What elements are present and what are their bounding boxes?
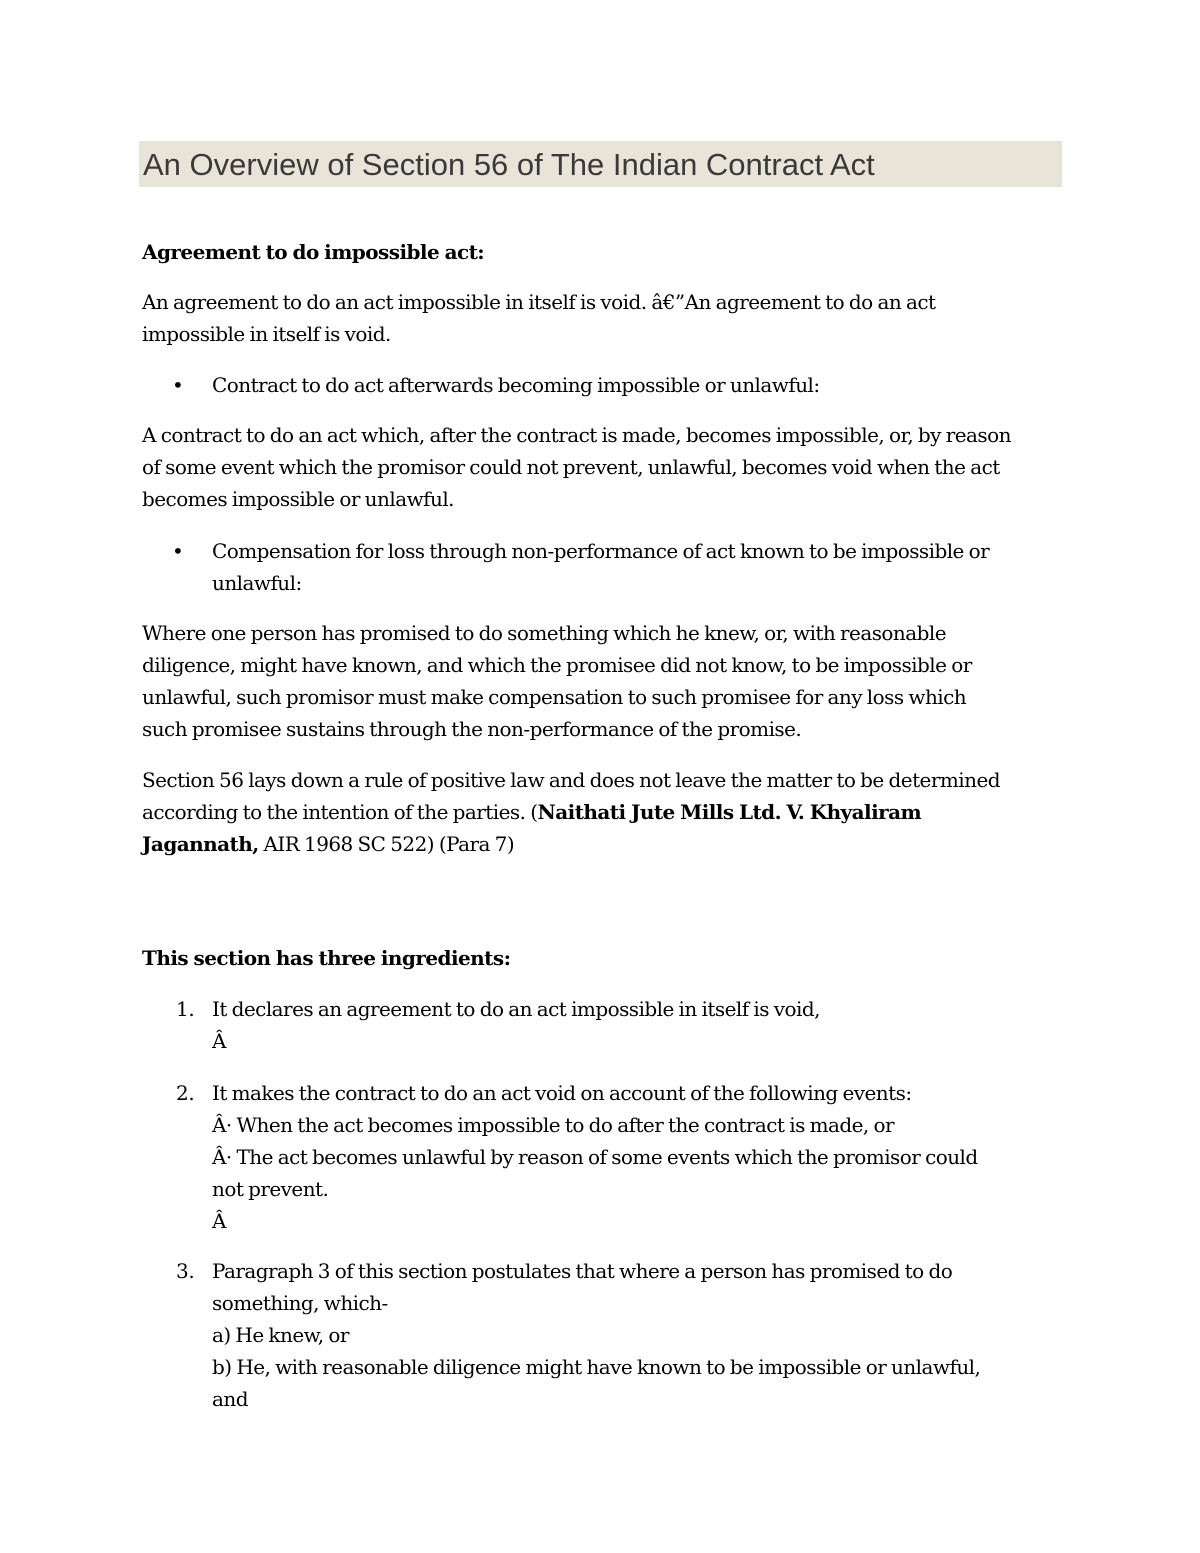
paragraph-line: impossible in itself is void. [142,322,391,346]
list-line: a) He knew, or [212,1323,349,1347]
paragraph-line: Section 56 lays down a rule of positive law and does not leave the matter to be determined [142,768,1000,792]
list-line: not prevent. [212,1177,329,1201]
list-line: Â· The act becomes unlawful by reason of some events which the promisor could [212,1145,978,1169]
paragraph-line: diligence, might have known, and which the promisee did not know, to be impossible or [142,653,972,677]
document-title: An Overview of Section 56 of The Indian Contract Act [143,147,875,182]
citation-suffix: AIR 1968 SC 522) (Para 7) [258,832,515,856]
bullet-line: unlawful: [212,571,302,595]
list-line: b) He, with reasonable diligence might have known to be impossible or unlawful, [212,1355,981,1379]
list-line: Paragraph 3 of this section postulates that where a person has promised to do [212,1259,953,1283]
bullet-item-2 [212,535,1057,599]
list-line: It declares an agreement to do an act impossible in itself is void, [212,997,820,1021]
citation-prefix: according to the intention of the parties. ( [142,800,538,824]
list-line: Â· When the act becomes impossible to do after the contract is made, or [212,1113,895,1137]
bullet-line: Compensation for loss through non-performance of act known to be impossible or [212,539,990,563]
paragraph-2 [142,419,1057,515]
paragraph-line: of some event which the promisor could not prevent, unlawful, becomes void when the act [142,455,1000,479]
list-line: Â [212,1029,226,1053]
heading-ingredients: This section has three ingredients: [142,946,511,970]
case-name: Naithati Jute Mills Ltd. V. Khyaliram [537,800,922,824]
bullet-marker: • [172,373,184,397]
list-item-1 [212,993,1057,1057]
paragraph-line [142,796,1057,828]
paragraph-line: A contract to do an act which, after the contract is made, becomes impossible, or, by reason [142,423,1011,447]
paragraph-1 [142,286,1057,350]
bullet-item-1: Contract to do act afterwards becoming impossible or unlawful: [212,373,820,397]
heading-agreement: Agreement to do impossible act: [142,240,485,264]
paragraph-line: such promisee sustains through the non-performance of the promise. [142,717,802,741]
list-line: and [212,1387,248,1411]
list-number: 2. [176,1081,195,1105]
paragraph-4 [142,764,1057,860]
case-name-cont: Jagannath, [142,832,259,856]
list-line: Â [212,1209,226,1233]
paragraph-line: Where one person has promised to do something which he knew, or, with reasonable [142,621,947,645]
paragraph-3 [142,617,1057,745]
list-line: something, which- [212,1291,388,1315]
paragraph-line: becomes impossible or unlawful. [142,487,454,511]
paragraph-line: unlawful, such promisor must make compensation to such promisee for any loss which [142,685,967,709]
bullet-marker: • [172,539,184,563]
list-line: It makes the contract to do an act void on account of the following events: [212,1081,912,1105]
paragraph-line [142,828,1057,860]
list-item-2 [212,1077,1057,1237]
list-item-3 [212,1255,1057,1415]
paragraph-line: An agreement to do an act impossible in itself is void. â€”An agreement to do an act [142,290,936,314]
list-number: 3. [176,1259,195,1283]
list-number: 1. [176,997,195,1021]
